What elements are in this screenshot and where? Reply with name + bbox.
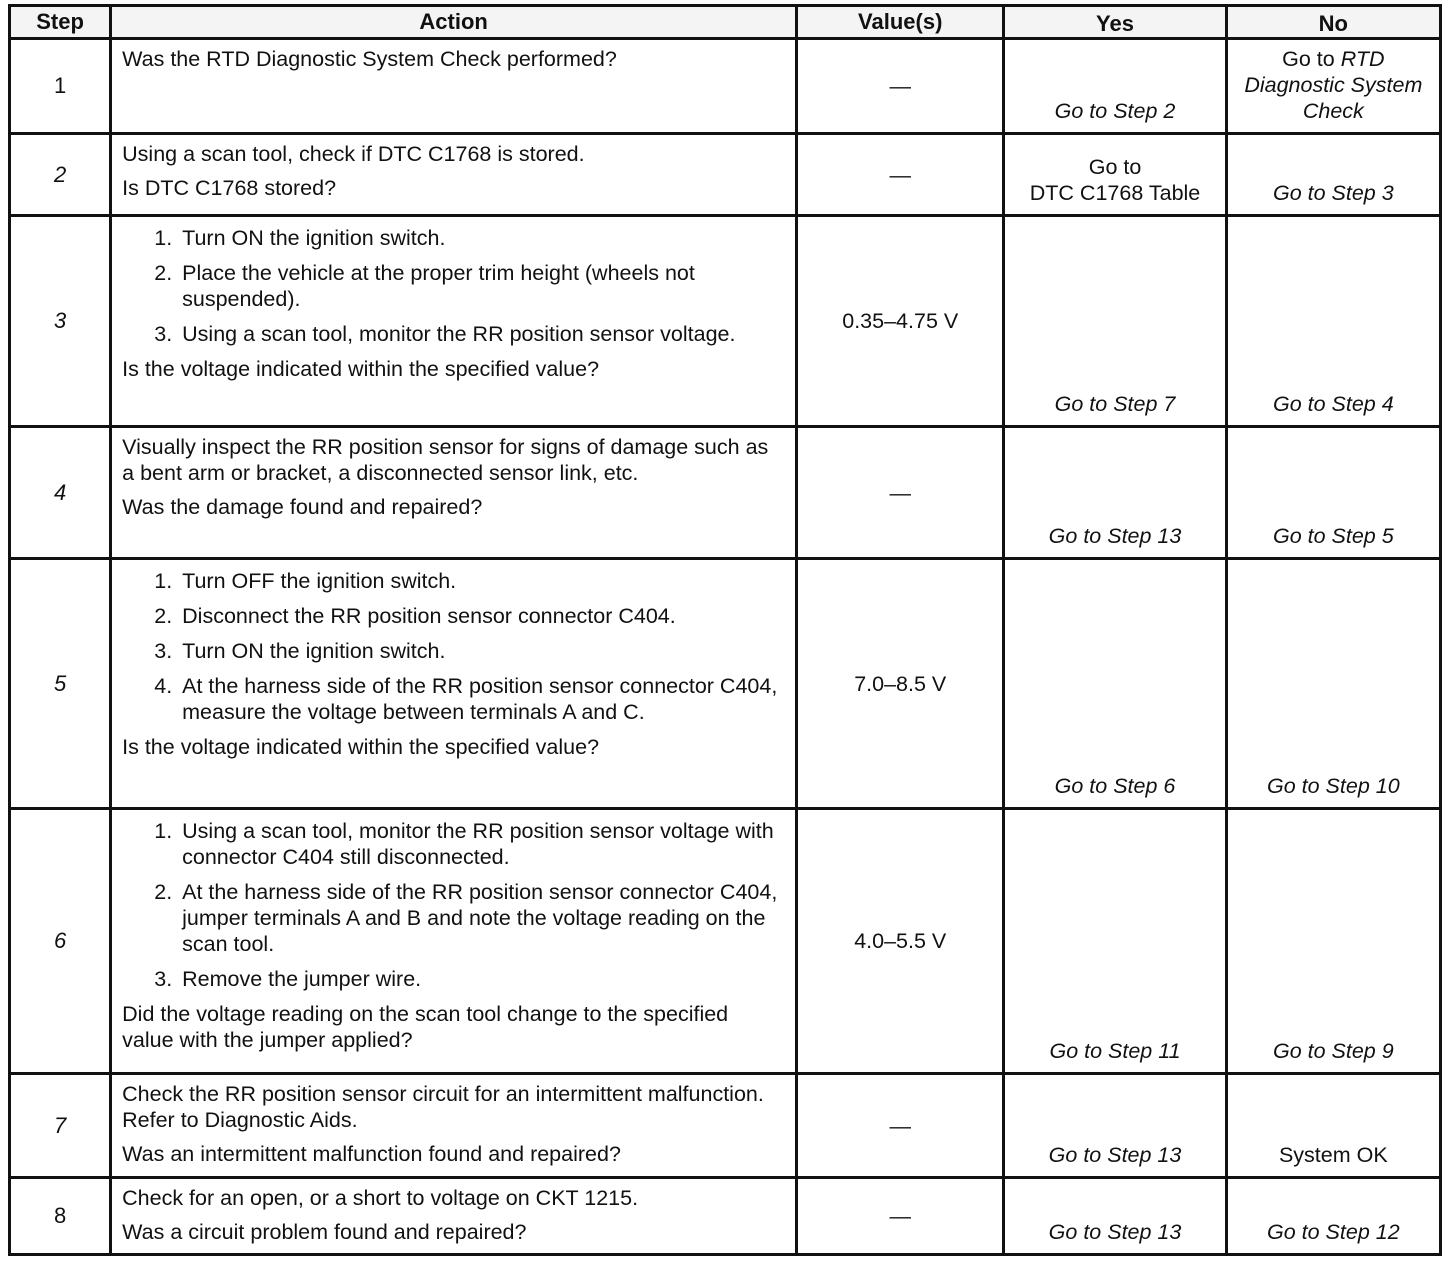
action-step: 4. At the harness side of the RR position sensor connector C404, measure the voltage between terminals A and C. [178,673,781,725]
header-row [10,6,1441,39]
yes-cell: Go to Step 7 [1004,216,1226,427]
no-cell: Go to Step 9 [1226,809,1440,1074]
yes-cell [1004,134,1226,216]
step-number: 2 [10,134,111,216]
value-cell: 0.35–4.75 V [797,216,1004,427]
no-cell: Go to Step 4 [1226,216,1440,427]
yes-cell: Go to Step 13 [1004,427,1226,559]
action-cell [111,809,797,1074]
step-number: 6 [10,809,111,1074]
step-number: 3 [10,216,111,427]
action-question: Did the voltage reading on the scan tool change to the specified value with the jumper applied? [122,1002,729,1052]
no-cell: System OK [1226,1074,1440,1178]
action-step: 2. Disconnect the RR position sensor connector C404. [178,603,781,629]
yes-cell: Go to Step 13 [1004,1178,1226,1255]
yes-cell: Go to Step 6 [1004,559,1226,809]
action-question: Is the voltage indicated within the specified value? [122,735,600,759]
step-number: 7 [10,1074,111,1178]
no-cell [1226,39,1440,134]
yes-cell: Go to Step 11 [1004,809,1226,1074]
action-text: Visually inspect the RR position sensor for signs of damage such as a bent arm or bracket, a disconnected sensor link, etc. [122,435,769,485]
no-link-text: RTD Diagnostic System Check [1244,47,1423,123]
no-text: Go to [1282,47,1335,71]
value-cell: 4.0–5.5 V [797,809,1004,1074]
header-yes: Yes [1004,6,1226,39]
action-cell [111,1074,797,1178]
header-no: No [1226,6,1440,39]
step-number: 8 [10,1178,111,1255]
action-question: Is DTC C1768 stored? [122,176,337,200]
value-cell: — [797,1074,1004,1178]
value-cell: — [797,39,1004,134]
action-text: Using a scan tool, check if DTC C1768 is stored. [122,142,585,166]
step-number: 4 [10,427,111,559]
action-step: 1. Turn OFF the ignition switch. [178,568,781,594]
action-steps [122,818,781,992]
action-cell [111,559,797,809]
action-step: 3. Turn ON the ignition switch. [178,638,781,664]
action-cell [111,134,797,216]
no-cell: Go to Step 5 [1226,427,1440,559]
step-number: 5 [10,559,111,809]
action-question: Was a circuit problem found and repaired? [122,1220,527,1244]
value-cell: — [797,134,1004,216]
action-step: 3. Remove the jumper wire. [178,966,781,992]
table-row [10,216,1441,427]
action-step: 2. At the harness side of the RR position sensor connector C404, jumper terminals A and B and note the voltage reading on the scan tool. [178,879,781,957]
yes-cell: Go to Step 2 [1004,39,1226,134]
action-steps [122,225,781,347]
table-row [10,39,1441,134]
action-text: Was the RTD Diagnostic System Check performed? [122,47,617,71]
action-steps [122,568,781,725]
yes-text: Go to [1088,155,1142,179]
no-cell: Go to Step 10 [1226,559,1440,809]
no-cell: Go to Step 12 [1226,1178,1440,1255]
step-number: 1 [10,39,111,134]
action-question: Was an intermittent malfunction found and repaired? [122,1142,621,1166]
action-question: Was the damage found and repaired? [122,495,483,519]
yes-text: DTC C1768 Table [1029,181,1201,205]
no-cell: Go to Step 3 [1226,134,1440,216]
action-step: 3. Using a scan tool, monitor the RR position sensor voltage. [178,321,781,347]
diagnostic-table [8,4,1442,1256]
action-text: Check the RR position sensor circuit for an intermittent malfunction. Refer to Diagnostic Aids. [122,1082,764,1132]
value-cell: 7.0–8.5 V [797,559,1004,809]
action-step: 2. Place the vehicle at the proper trim height (wheels not suspended). [178,260,781,312]
table-row [10,809,1441,1074]
table-row [10,559,1441,809]
header-step: Step [10,6,111,39]
value-cell: — [797,427,1004,559]
yes-cell: Go to Step 13 [1004,1074,1226,1178]
table-row [10,1178,1441,1255]
action-step: 1. Turn ON the ignition switch. [178,225,781,251]
value-cell: — [797,1178,1004,1255]
action-cell [111,39,797,134]
table-row [10,1074,1441,1178]
action-cell [111,427,797,559]
action-step: 1. Using a scan tool, monitor the RR position sensor voltage with connector C404 still disconnected. [178,818,781,870]
action-cell [111,216,797,427]
action-question: Is the voltage indicated within the specified value? [122,357,600,381]
action-text: Check for an open, or a short to voltage on CKT 1215. [122,1186,639,1210]
header-values: Value(s) [797,6,1004,39]
table-row [10,134,1441,216]
table-row [10,427,1441,559]
header-action: Action [111,6,797,39]
action-cell [111,1178,797,1255]
